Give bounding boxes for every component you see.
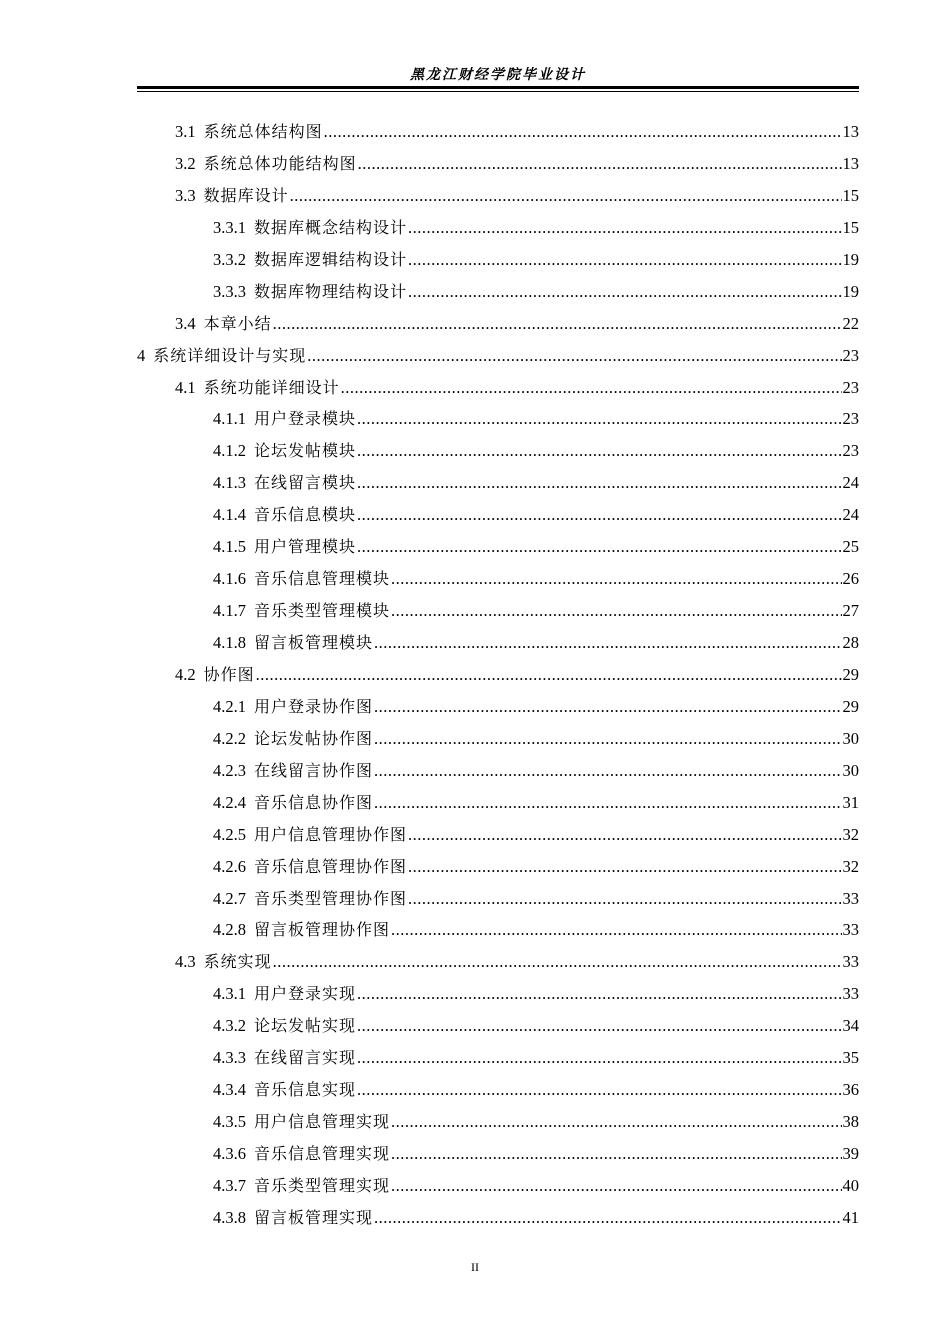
toc-entry[interactable] — [137, 883, 859, 915]
toc-leader-dots — [374, 691, 841, 723]
toc-entry-number: 3.2 — [175, 153, 196, 173]
toc-leader-dots — [408, 883, 841, 915]
toc-leader-dots — [341, 372, 842, 404]
toc-entry-number: 3.3.1 — [213, 217, 246, 237]
toc-entry-page: 40 — [842, 1175, 859, 1195]
toc-entry-title: 音乐类型管理协作图 — [254, 888, 408, 908]
toc-entry[interactable] — [137, 116, 859, 148]
toc-entry[interactable] — [137, 244, 859, 276]
toc-entry-title: 在线留言实现 — [254, 1048, 357, 1068]
toc-entry-page: 29 — [842, 696, 859, 716]
toc-entry[interactable] — [137, 946, 859, 978]
toc-entry-title: 论坛发帖实现 — [254, 1016, 357, 1036]
toc-entry-page: 13 — [842, 122, 859, 141]
toc-entry-number: 4.1.5 — [213, 537, 246, 557]
page-header: 黑龙江财经学院毕业设计 — [410, 67, 586, 83]
toc-entry-page: 31 — [842, 792, 859, 812]
toc-entry[interactable] — [137, 148, 859, 180]
toc-leader-dots — [357, 499, 841, 531]
toc-entry[interactable] — [137, 914, 859, 946]
toc-entry-page: 33 — [842, 952, 859, 972]
toc-entry-title: 系统实现 — [203, 952, 272, 972]
toc-entry-page: 41 — [842, 1207, 859, 1227]
toc-entry-number: 4.2.5 — [213, 824, 246, 844]
toc-leader-dots — [357, 1074, 841, 1106]
toc-entry-page: 19 — [842, 249, 859, 269]
header-rule-thin — [137, 91, 859, 92]
toc-entry-number: 4.3.2 — [213, 1016, 246, 1036]
toc-entry-page: 33 — [842, 984, 859, 1004]
toc-entry-number: 4.1.2 — [213, 441, 246, 461]
toc-entry[interactable] — [137, 595, 859, 627]
toc-leader-dots — [391, 595, 841, 627]
toc-entry[interactable] — [137, 1138, 859, 1170]
toc-entry-page: 26 — [842, 569, 859, 589]
toc-entry[interactable] — [137, 1042, 859, 1074]
toc-entry-title: 系统总体功能结构图 — [203, 153, 357, 173]
toc-entry[interactable] — [137, 819, 859, 851]
toc-entry-page: 22 — [842, 313, 859, 333]
toc-entry-number: 4.3.3 — [213, 1048, 246, 1068]
toc-entry-page: 30 — [842, 760, 859, 780]
toc-entry[interactable] — [137, 276, 859, 308]
toc-leader-dots — [357, 435, 841, 467]
toc-entry-page: 27 — [842, 601, 859, 621]
toc-entry-title: 在线留言协作图 — [254, 760, 374, 780]
toc-entry-page: 13 — [842, 153, 859, 173]
toc-entry-title: 音乐信息实现 — [254, 1080, 357, 1100]
toc-leader-dots — [391, 563, 841, 595]
toc-entry-title: 数据库设计 — [203, 185, 289, 205]
toc-entry-number: 4.2.7 — [213, 888, 246, 908]
toc-entry-number: 4.1.6 — [213, 569, 246, 589]
toc-entry[interactable] — [137, 723, 859, 755]
toc-leader-dots — [357, 403, 841, 435]
toc-leader-dots — [357, 1042, 841, 1074]
toc-entry-page: 29 — [842, 664, 859, 684]
toc-entry-title: 用户信息管理实现 — [254, 1112, 391, 1132]
toc-entry[interactable] — [137, 1010, 859, 1042]
toc-entry-title: 系统详细设计与实现 — [153, 345, 307, 365]
toc-entry-title: 用户登录模块 — [254, 409, 357, 429]
toc-leader-dots — [391, 1138, 841, 1170]
toc-leader-dots — [408, 819, 841, 851]
toc-entry[interactable] — [137, 499, 859, 531]
toc-entry[interactable] — [137, 340, 859, 372]
toc-entry-number: 3.3 — [175, 185, 196, 205]
toc-leader-dots — [408, 851, 841, 883]
toc-entry-number: 3.4 — [175, 313, 196, 333]
toc-leader-dots — [391, 914, 841, 946]
toc-entry-number: 3.3.2 — [213, 249, 246, 269]
toc-entry-title: 留言板管理协作图 — [254, 920, 391, 940]
toc-entry-title: 音乐类型管理实现 — [254, 1175, 391, 1195]
toc-entry-title: 用户管理模块 — [254, 537, 357, 557]
toc-entry-number: 4 — [137, 345, 146, 365]
toc-entry[interactable] — [137, 531, 859, 563]
toc-entry-number: 4.1.7 — [213, 601, 246, 621]
toc-leader-dots — [357, 531, 841, 563]
toc-entry-number: 4.1.4 — [213, 505, 246, 525]
toc-entry-title: 音乐信息管理实现 — [254, 1144, 391, 1163]
toc-entry-page: 24 — [842, 473, 859, 493]
toc-entry[interactable] — [137, 467, 859, 499]
toc-entry-title: 音乐信息管理协作图 — [254, 856, 408, 876]
toc-leader-dots — [408, 276, 841, 308]
toc-entry-number: 4.3.6 — [213, 1144, 246, 1163]
toc-entry-number: 4.3 — [175, 952, 196, 972]
toc-entry-number: 4.3.5 — [213, 1112, 246, 1132]
toc-entry-number: 3.3.3 — [213, 281, 246, 301]
toc-entry-title: 论坛发帖模块 — [254, 441, 357, 461]
toc-entry-page: 23 — [842, 441, 859, 461]
toc-entry-page: 34 — [842, 1016, 859, 1036]
toc-leader-dots — [357, 978, 841, 1010]
page-number: II — [471, 1260, 479, 1274]
toc-entry-number: 4.3.7 — [213, 1175, 246, 1195]
toc-entry-page: 33 — [842, 920, 859, 940]
toc-entry-title: 用户登录协作图 — [254, 696, 374, 716]
toc-entry-title: 本章小结 — [203, 313, 272, 333]
toc-entry[interactable] — [137, 659, 859, 691]
toc-entry-title: 数据库物理结构设计 — [254, 281, 408, 301]
toc-leader-dots — [408, 212, 841, 244]
toc-leader-dots — [374, 787, 841, 819]
toc-entry[interactable] — [137, 755, 859, 787]
toc-leader-dots — [273, 946, 842, 978]
toc-entry-number: 3.1 — [175, 122, 196, 141]
toc-entry[interactable] — [137, 1074, 859, 1106]
toc-entry-title: 音乐信息模块 — [254, 505, 357, 525]
toc-entry-page: 35 — [842, 1048, 859, 1068]
toc-entry[interactable] — [137, 851, 859, 883]
toc-entry-title: 系统总体结构图 — [203, 122, 323, 141]
toc-leader-dots — [357, 467, 841, 499]
toc-entry-page: 39 — [842, 1144, 859, 1163]
toc-entry-number: 4.2.6 — [213, 856, 246, 876]
toc-entry-number: 4.3.8 — [213, 1207, 246, 1227]
toc-entry-number: 4.2.1 — [213, 696, 246, 716]
toc-entry-page: 23 — [842, 409, 859, 429]
toc-entry[interactable] — [137, 691, 859, 723]
toc-entry-page: 15 — [842, 217, 859, 237]
header-rule-thick — [137, 86, 859, 89]
toc-entry-number: 4.3.1 — [213, 984, 246, 1004]
toc-entry[interactable] — [137, 372, 859, 404]
toc-leader-dots — [256, 659, 842, 691]
toc-entry-number: 4.1.3 — [213, 473, 246, 493]
toc-entry-page: 36 — [842, 1080, 859, 1100]
toc-entry[interactable] — [137, 1106, 859, 1138]
toc-entry-page: 33 — [842, 888, 859, 908]
toc-entry-title: 系统功能详细设计 — [203, 377, 340, 397]
toc-entry-number: 4.2.4 — [213, 792, 246, 812]
toc-entry-page: 30 — [842, 728, 859, 748]
toc-entry[interactable] — [137, 563, 859, 595]
toc-entry-title: 音乐类型管理模块 — [254, 601, 391, 621]
toc-entry-number: 4.2.8 — [213, 920, 246, 940]
toc-entry[interactable] — [137, 212, 859, 244]
toc-entry-page: 38 — [842, 1112, 859, 1132]
toc-leader-dots — [374, 1202, 841, 1234]
toc-entry[interactable] — [137, 435, 859, 467]
toc-entry-page: 23 — [842, 377, 859, 397]
toc-entry-title: 论坛发帖协作图 — [254, 728, 374, 748]
toc-entry-number: 4.2.2 — [213, 728, 246, 748]
toc-entry[interactable] — [137, 787, 859, 819]
toc-entry-page: 32 — [842, 824, 859, 844]
toc-entry-number: 4.1 — [175, 377, 196, 397]
toc-entry[interactable] — [137, 1202, 859, 1234]
toc-entry-title: 在线留言模块 — [254, 473, 357, 493]
toc-leader-dots — [374, 723, 841, 755]
toc-entry[interactable] — [137, 403, 859, 435]
toc-leader-dots — [357, 1010, 841, 1042]
toc-leader-dots — [307, 340, 841, 372]
toc-entry[interactable] — [137, 978, 859, 1010]
toc-leader-dots — [391, 1170, 841, 1202]
toc-entry-page: 28 — [842, 633, 859, 652]
toc-entry-page: 32 — [842, 856, 859, 876]
toc-leader-dots — [273, 308, 842, 340]
toc-entry[interactable] — [137, 1170, 859, 1202]
toc-entry[interactable] — [137, 627, 859, 659]
toc-entry-title: 数据库逻辑结构设计 — [254, 249, 408, 269]
toc-entry-page: 24 — [842, 505, 859, 525]
toc-leader-dots — [290, 180, 842, 212]
toc-entry[interactable] — [137, 180, 859, 212]
toc-leader-dots — [391, 1106, 841, 1138]
toc-leader-dots — [408, 244, 841, 276]
toc-leader-dots — [374, 627, 841, 659]
toc-entry-title: 音乐信息管理模块 — [254, 569, 391, 589]
toc-entry-title: 协作图 — [203, 664, 255, 684]
table-of-contents — [137, 116, 859, 1234]
toc-entry-page: 15 — [842, 185, 859, 205]
toc-entry-number: 4.2 — [175, 664, 196, 684]
toc-leader-dots — [374, 755, 841, 787]
toc-entry-number: 4.1.8 — [213, 633, 246, 652]
toc-entry-title: 用户信息管理协作图 — [254, 824, 408, 844]
toc-entry-page: 23 — [842, 345, 859, 365]
toc-entry[interactable] — [137, 308, 859, 340]
toc-entry-title: 数据库概念结构设计 — [254, 217, 408, 237]
toc-entry-number: 4.2.3 — [213, 760, 246, 780]
toc-entry-title: 留言板管理实现 — [254, 1207, 374, 1227]
toc-leader-dots — [358, 148, 842, 180]
toc-entry-number: 4.3.4 — [213, 1080, 246, 1100]
toc-entry-number: 4.1.1 — [213, 409, 246, 429]
toc-entry-page: 19 — [842, 281, 859, 301]
toc-entry-title: 音乐信息协作图 — [254, 792, 374, 812]
toc-entry-title: 用户登录实现 — [254, 984, 357, 1004]
toc-entry-page: 25 — [842, 537, 859, 557]
toc-entry-title: 留言板管理模块 — [254, 633, 374, 652]
toc-leader-dots — [324, 116, 842, 148]
